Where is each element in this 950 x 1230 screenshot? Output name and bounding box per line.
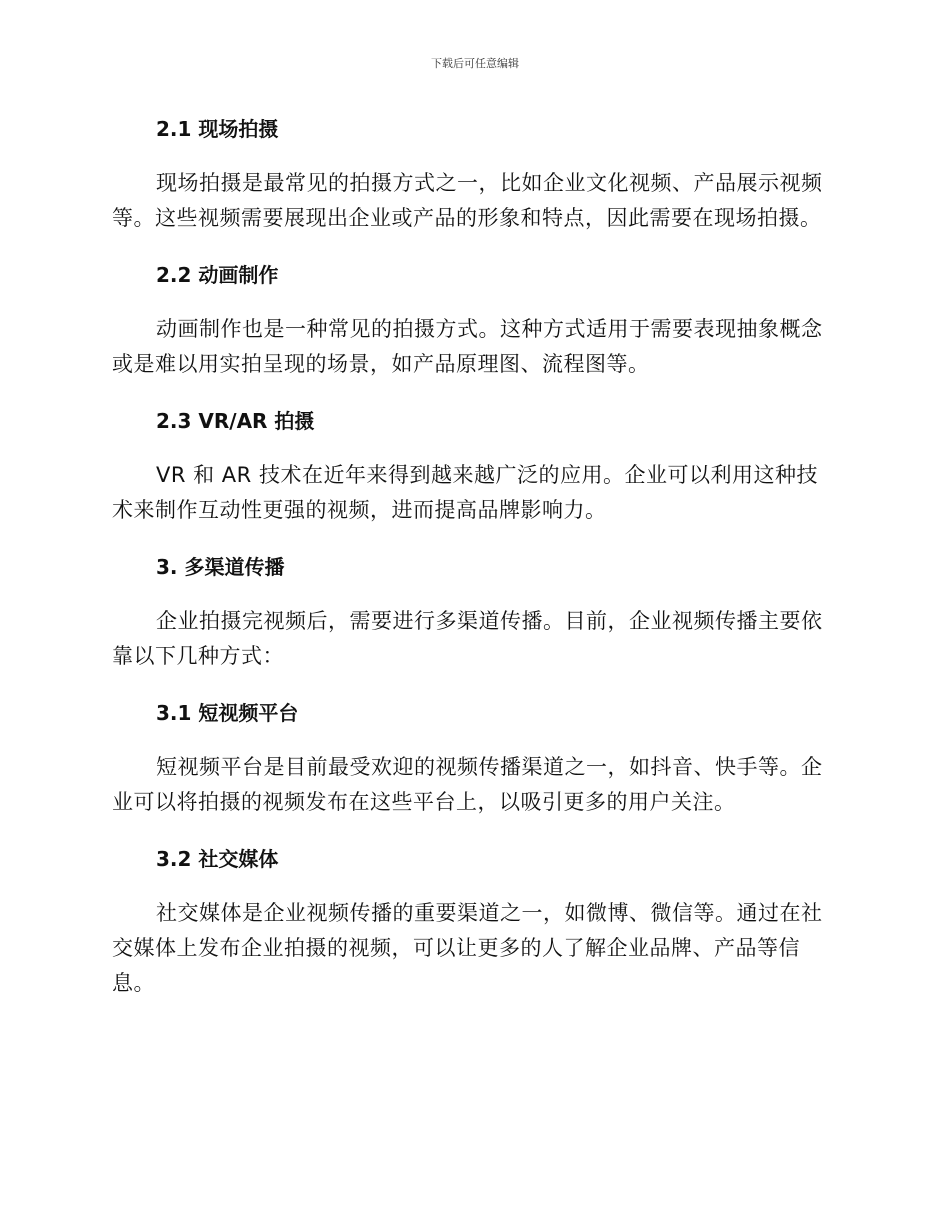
section-heading: 3.1 短视频平台 xyxy=(156,701,299,725)
section-3-2 xyxy=(112,842,838,1001)
section-heading: 3. 多渠道传播 xyxy=(156,555,285,579)
section-2-3 xyxy=(112,404,838,528)
section-paragraph: 动画制作也是一种常见的拍摄方式。这种方式适用于需要表现抽象概念或是难以用实拍呈现的场景，如产品原理图、流程图等。 xyxy=(112,317,823,376)
page-header: 下载后可任意编辑 xyxy=(431,57,519,70)
document-body xyxy=(112,112,838,1001)
section-paragraph: 企业拍摄完视频后，需要进行多渠道传播。目前，企业视频传播主要依靠以下几种方式： xyxy=(112,609,823,668)
section-heading: 2.3 VR/AR 拍摄 xyxy=(156,409,315,433)
section-heading: 3.2 社交媒体 xyxy=(156,847,279,871)
section-heading: 2.2 动画制作 xyxy=(156,263,279,287)
section-2-2 xyxy=(112,258,838,382)
section-heading: 2.1 现场拍摄 xyxy=(156,117,279,141)
section-paragraph: VR 和 AR 技术在近年来得到越来越广泛的应用。企业可以利用这种技术来制作互动性更强的视频，进而提高品牌影响力。 xyxy=(112,463,818,522)
section-paragraph: 社交媒体是企业视频传播的重要渠道之一，如微博、微信等。通过在社交媒体上发布企业拍摄的视频，可以让更多的人了解企业品牌、产品等信息。 xyxy=(112,901,823,995)
section-2-1 xyxy=(112,112,838,236)
section-paragraph: 短视频平台是目前最受欢迎的视频传播渠道之一，如抖音、快手等。企业可以将拍摄的视频发布在这些平台上，以吸引更多的用户关注。 xyxy=(112,755,823,814)
section-paragraph: 现场拍摄是最常见的拍摄方式之一，比如企业文化视频、产品展示视频等。这些视频需要展现出企业或产品的形象和特点，因此需要在现场拍摄。 xyxy=(112,171,823,230)
section-3 xyxy=(112,550,838,674)
section-3-1 xyxy=(112,696,838,820)
